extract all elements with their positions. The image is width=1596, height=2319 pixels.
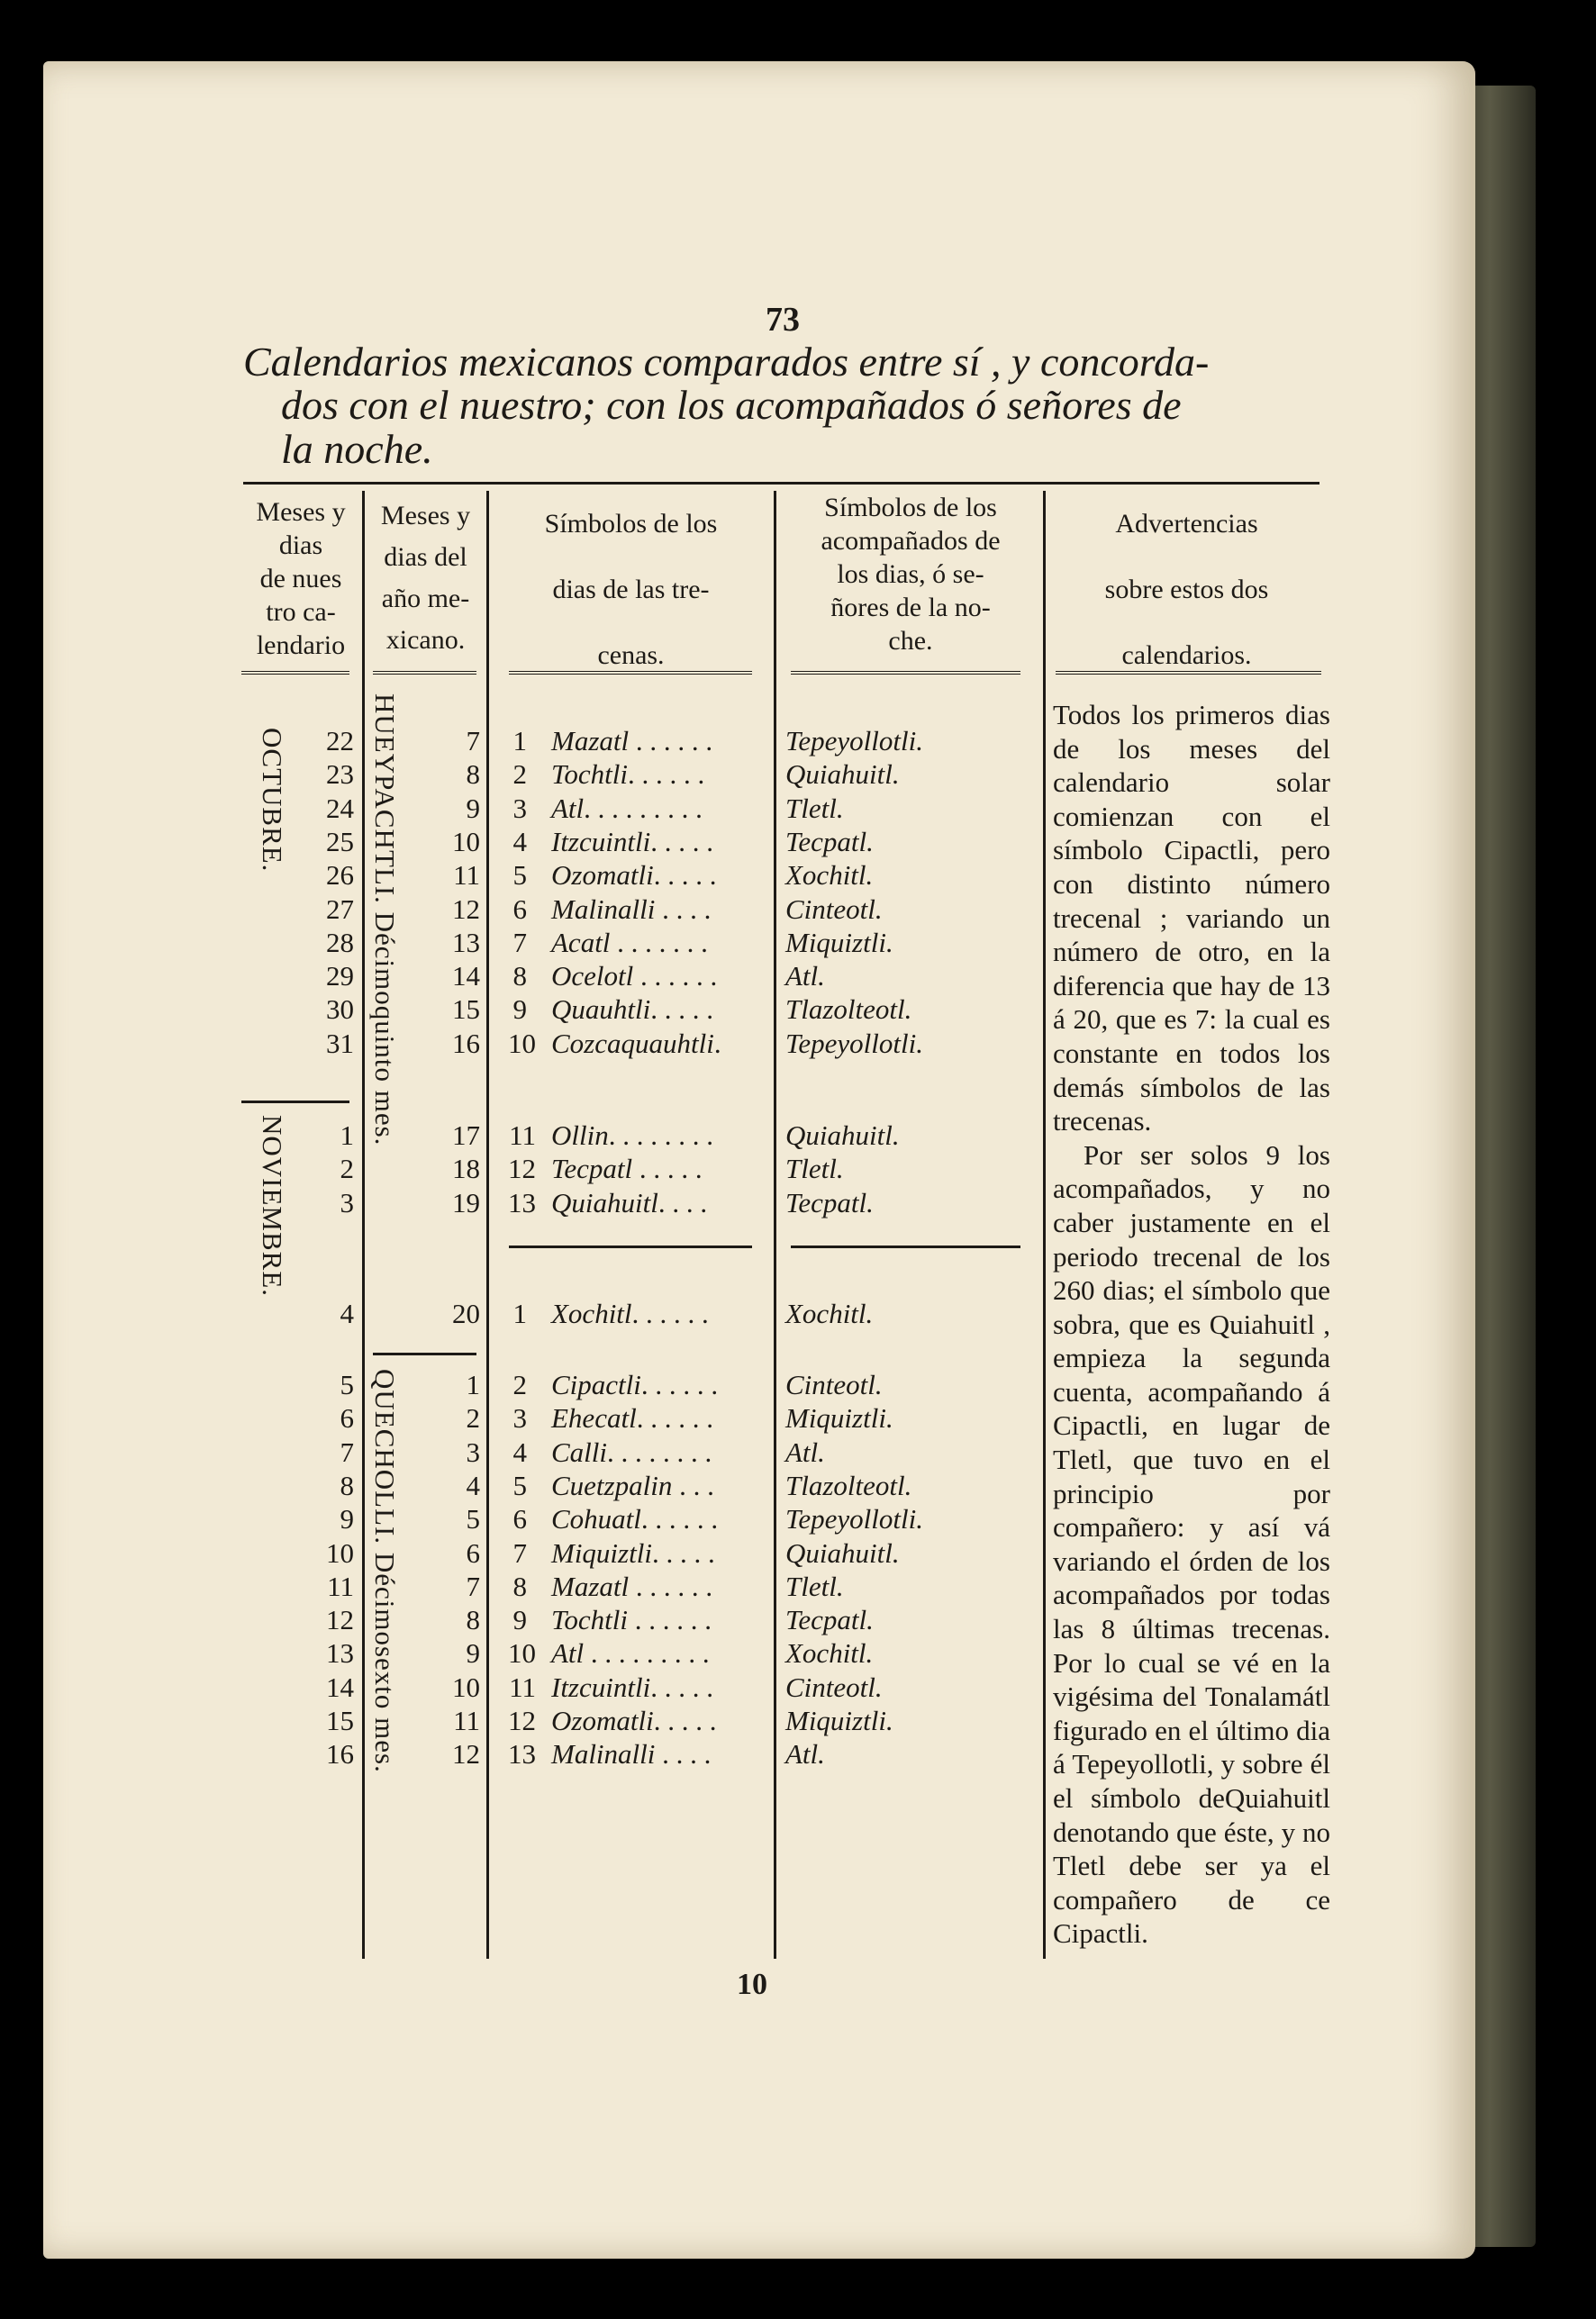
column-rule-4 <box>1043 491 1046 1959</box>
day-symbol-name: Cuetzpalin <box>551 1469 673 1501</box>
day-symbol-name: Tochtli <box>551 1604 628 1636</box>
gregorian-day: 29 <box>326 960 354 992</box>
month-separator-gregorian <box>241 1101 349 1103</box>
trecena-number: 10 <box>508 1027 536 1059</box>
mexican-day: 19 <box>452 1186 480 1218</box>
day-symbol <box>551 1470 714 1502</box>
trecena-number: 5 <box>512 1469 527 1501</box>
gregorian-day: 8 <box>340 1469 354 1501</box>
companion-symbol: Tecpatl. <box>785 1604 874 1636</box>
companion-symbol: Tepeyollotli. <box>785 1027 923 1059</box>
month-name-quecholli: QUECHOLLI. Décimosexto mes. <box>369 1369 401 1773</box>
leader-dots: . . . . . <box>650 825 713 857</box>
leader-dots: . . . . . . . . <box>608 1119 713 1151</box>
leader-dots: . . . . . <box>632 1153 703 1185</box>
gregorian-day: 27 <box>326 892 354 925</box>
companion-symbol: Tlazolteotl. <box>785 993 912 1026</box>
companion-symbol: Quiahuitl. <box>785 758 900 791</box>
mexican-day: 4 <box>466 1469 480 1501</box>
companion-symbol: Xochitl. <box>785 859 874 892</box>
mexican-day: 18 <box>452 1153 480 1185</box>
day-symbol-name: Atl <box>551 792 585 824</box>
trecena-separator-2 <box>791 1246 1020 1248</box>
gregorian-day: 14 <box>326 1671 354 1703</box>
day-symbol <box>551 993 713 1026</box>
mexican-day: 9 <box>466 792 480 824</box>
trecena-number: 3 <box>512 1402 527 1435</box>
leader-dots: . . . . . . <box>640 1369 719 1400</box>
mexican-day: 3 <box>466 1436 480 1468</box>
day-symbol-name: Cipactli <box>551 1369 641 1400</box>
companion-symbol: Tecpatl. <box>785 1186 874 1218</box>
advertencia-paragraph-1: Todos los primeros dias de los meses del calendario solar comienzan con el símbolo Cipactli, pero con distinto número trecenal ; variando un número de otro, en la diferencia que hay de 13 á 20, que es 7: la cual es constante en todos los demás símbolos de las trecenas. <box>1053 699 1330 1137</box>
trecena-number: 6 <box>512 1503 527 1535</box>
trecena-number: 2 <box>512 758 527 791</box>
companion-symbol: Miquiztli. <box>785 926 893 958</box>
companion-symbol: Quiahuitl. <box>785 1119 900 1151</box>
month-name-november: NOVIEMBRE. <box>257 1115 288 1298</box>
mexican-day: 15 <box>452 993 480 1026</box>
mexican-day: 7 <box>466 1570 480 1602</box>
trecena-number: 6 <box>512 892 527 925</box>
header-col-1: Meses y dias de nues tro ca- lendario <box>256 497 346 660</box>
leader-dots: . . . <box>672 1469 714 1501</box>
leader-dots: . . . . . <box>653 1705 717 1736</box>
day-symbol-name: Ehecatl <box>551 1402 637 1435</box>
leader-dots: . . . . . . . . . <box>584 792 703 824</box>
day-symbol <box>551 1187 707 1219</box>
gregorian-day: 10 <box>326 1536 354 1569</box>
gregorian-day: 30 <box>326 993 354 1026</box>
trecena-number: 12 <box>508 1705 536 1736</box>
day-symbol-name: Miquiztli <box>551 1536 652 1569</box>
mexican-day: 8 <box>466 758 480 791</box>
trecena-number: 1 <box>512 725 527 756</box>
companion-symbol: Xochitl. <box>785 1298 874 1329</box>
day-symbol <box>551 1436 712 1469</box>
trecena-number: 5 <box>512 859 527 892</box>
leader-dots: . . . . . . <box>633 960 718 992</box>
gregorian-day: 9 <box>340 1503 354 1535</box>
leader-dots: . . . . . . <box>636 1402 713 1435</box>
mexican-day: 12 <box>452 892 480 925</box>
trecena-number: 10 <box>508 1637 536 1670</box>
trecena-number: 4 <box>512 825 527 857</box>
mexican-day: 13 <box>452 926 480 958</box>
companion-symbol: Tepeyollotli. <box>785 725 923 756</box>
day-symbol <box>551 1705 716 1737</box>
gregorian-day: 22 <box>326 725 354 756</box>
trecena-number: 11 <box>509 1671 536 1703</box>
companion-symbol: Tecpatl. <box>785 825 874 857</box>
header-rule-2 <box>373 671 476 678</box>
trecena-number: 9 <box>512 1604 527 1636</box>
trecena-number: 9 <box>512 993 527 1026</box>
gregorian-day: 31 <box>326 1027 354 1059</box>
companion-symbol: Miquiztli. <box>785 1402 893 1435</box>
mexican-day: 9 <box>466 1637 480 1670</box>
leader-dots: . . . . <box>655 892 712 925</box>
gregorian-day: 23 <box>326 758 354 791</box>
companion-symbol: Atl. <box>785 960 825 992</box>
day-symbol-name: Itzcuintli <box>551 825 651 857</box>
title-line-2: dos con el nuestro; con los acompañados ó señores de <box>281 382 1182 428</box>
gregorian-day: 15 <box>326 1705 354 1736</box>
trecena-number: 8 <box>512 1570 527 1602</box>
header-col-5: Advertencias sobre estos dos calendarios. <box>1104 509 1269 670</box>
companion-symbol: Cinteotl. <box>785 1369 883 1400</box>
leader-dots: . . . . . . <box>628 1604 712 1636</box>
day-symbol <box>551 1503 718 1535</box>
month-name-hueypachtli: HUEYPACHTLI. Décimoquinto mes. <box>369 693 401 1146</box>
trecena-number: 11 <box>509 1119 536 1151</box>
day-symbol <box>551 1298 709 1330</box>
gregorian-day: 3 <box>340 1186 354 1218</box>
leader-dots: . . . . . <box>651 1536 715 1569</box>
trecena-number: 13 <box>508 1186 536 1218</box>
day-symbol <box>551 893 711 926</box>
mexican-day: 12 <box>452 1738 480 1771</box>
mexican-day: 7 <box>466 725 480 756</box>
leader-dots: . . . . . . . <box>610 926 708 958</box>
leader-dots: . . . . <box>657 1186 708 1218</box>
advertencia-paragraph-2: Por ser solos 9 los acompañados, y no caber justamente en el periodo trecenal de los 260 dias; el símbolo que sobra, que es Quiahuitl , empieza la segunda cuenta, acompañando á Cipactli, en lugar de Tletl, que tuvo en el principio por compañero: y así vá variando el órden de los acompañados por todas las 8 últimas trecenas. Por lo cual se vé en la vigésima del Tonalamátl figurado en el último dia á Tepeyollotli, y sobre él el símbolo deQuiahuitl denotando que éste, y no Tletl debe ser ya el compañero de ce Cipactli. <box>1053 1138 1330 1950</box>
day-symbol <box>551 927 708 959</box>
day-symbol <box>551 960 717 992</box>
mexican-day: 6 <box>466 1536 480 1569</box>
trecena-number: 2 <box>512 1369 527 1400</box>
gregorian-day: 13 <box>326 1637 354 1670</box>
gregorian-day: 12 <box>326 1604 354 1636</box>
companion-symbol: Tletl. <box>785 1570 844 1602</box>
companion-symbol: Atl. <box>785 1436 825 1468</box>
gregorian-day: 2 <box>340 1153 354 1185</box>
mexican-day: 8 <box>466 1604 480 1636</box>
day-symbol <box>551 758 704 791</box>
header-col-2: Meses y dias del año me- xicano. <box>380 501 471 655</box>
day-symbol <box>551 1369 718 1401</box>
day-symbol <box>551 1153 703 1185</box>
leader-dots: . . . . . <box>653 859 717 892</box>
day-symbol-name: Ocelotl <box>551 960 634 992</box>
advertencias-text <box>1053 698 1330 1951</box>
gregorian-day: 6 <box>340 1402 354 1435</box>
mexican-day: 10 <box>452 825 480 857</box>
gregorian-day: 24 <box>326 792 354 824</box>
mexican-day: 10 <box>452 1671 480 1703</box>
table-top-rule <box>243 482 1319 485</box>
gregorian-day: 25 <box>326 825 354 857</box>
trecena-separator-1 <box>509 1246 752 1248</box>
companion-symbol: Tletl. <box>785 1153 844 1185</box>
day-symbol-name: Quauhtli <box>551 993 651 1026</box>
mexican-day: 16 <box>452 1027 480 1059</box>
leader-dots: . <box>713 1027 721 1059</box>
column-rule-3 <box>774 491 776 1959</box>
trecena-number: 3 <box>512 792 527 824</box>
day-symbol <box>551 1537 715 1570</box>
trecena-number: 4 <box>512 1436 527 1468</box>
day-symbol-name: Xochitl <box>551 1298 632 1329</box>
day-symbol <box>551 1028 721 1060</box>
day-symbol-name: Mazatl <box>551 1570 630 1602</box>
day-symbol <box>551 1637 710 1670</box>
trecena-number: 8 <box>512 960 527 992</box>
companion-symbol: Tepeyollotli. <box>785 1503 923 1535</box>
day-symbol <box>551 1671 713 1704</box>
day-symbol-name: Mazatl <box>551 725 630 756</box>
leader-dots: . . . . . . <box>640 1503 719 1535</box>
leader-dots: . . . . . . <box>629 1570 713 1602</box>
header-col-4: Símbolos de los acompañados de los dias, ó se- ñores de la no- che. <box>821 493 1001 656</box>
page-number: 73 <box>766 301 800 339</box>
header-rule-1 <box>241 671 349 678</box>
mexican-day: 5 <box>466 1503 480 1535</box>
gregorian-day: 26 <box>326 859 354 892</box>
mexican-day: 2 <box>466 1402 480 1435</box>
day-symbol-name: Calli <box>551 1436 608 1468</box>
day-symbol-name: Ozomatli <box>551 1705 654 1736</box>
companion-symbol: Tletl. <box>785 792 844 824</box>
header-col-3: Símbolos de los dias de las tre- cenas. <box>544 509 718 670</box>
leader-dots: . . . . . <box>650 1671 713 1703</box>
gregorian-day: 16 <box>326 1738 354 1771</box>
day-symbol-name: Atl <box>551 1637 585 1670</box>
day-symbol <box>551 793 703 825</box>
day-symbol-name: Acatl <box>551 926 611 958</box>
leader-dots: . . . . . . . . . <box>584 1637 710 1670</box>
day-symbol <box>551 1119 713 1152</box>
day-symbol <box>551 1402 713 1435</box>
companion-symbol: Cinteotl. <box>785 892 883 925</box>
companion-symbol: Xochitl. <box>785 1637 874 1670</box>
trecena-number: 12 <box>508 1153 536 1185</box>
day-symbol <box>551 1738 711 1771</box>
mexican-day: 11 <box>453 1705 480 1736</box>
day-symbol <box>551 725 712 757</box>
gregorian-day: 1 <box>340 1119 354 1151</box>
companion-symbol: Atl. <box>785 1738 825 1771</box>
leader-dots: . . . . . . . . <box>607 1436 712 1468</box>
title-line-1: Calendarios mexicanos comparados entre sí , y concorda- <box>243 339 1210 385</box>
mexican-day: 14 <box>452 960 480 992</box>
gregorian-day: 28 <box>326 926 354 958</box>
day-symbol-name: Itzcuintli <box>551 1671 651 1703</box>
day-symbol-name: Quiahuitl <box>551 1186 658 1218</box>
day-symbol-name: Tochtli <box>551 758 628 791</box>
day-symbol <box>551 1604 712 1636</box>
mexican-day: 20 <box>452 1298 480 1329</box>
companion-symbol: Cinteotl. <box>785 1671 883 1703</box>
mexican-day: 17 <box>452 1119 480 1151</box>
signature-mark: 10 <box>737 1968 767 2001</box>
leader-dots: . . . . <box>655 1738 712 1771</box>
day-symbol-name: Malinalli <box>551 892 656 925</box>
mexican-day: 1 <box>466 1369 480 1400</box>
header-rule-4 <box>791 671 1020 678</box>
companion-symbol: Miquiztli. <box>785 1705 893 1736</box>
leader-dots: . . . . . <box>650 993 713 1026</box>
companion-symbol: Tlazolteotl. <box>785 1469 912 1501</box>
trecena-number: 1 <box>512 1298 527 1329</box>
gregorian-day: 7 <box>340 1436 354 1468</box>
trecena-number: 7 <box>512 926 527 958</box>
leader-dots: . . . . . . <box>628 758 705 791</box>
day-symbol-name: Cohuatl <box>551 1503 641 1535</box>
leader-dots: . . . . . . <box>631 1298 709 1329</box>
trecena-number: 7 <box>512 1536 527 1569</box>
day-symbol <box>551 1571 712 1603</box>
header-rule-5 <box>1056 671 1321 678</box>
gregorian-day: 4 <box>340 1298 354 1329</box>
gregorian-day: 5 <box>340 1369 354 1400</box>
day-symbol-name: Ollin <box>551 1119 609 1151</box>
header-rule-3 <box>509 671 752 678</box>
leader-dots: . . . . . . <box>629 725 713 756</box>
mexican-day: 11 <box>453 859 480 892</box>
day-symbol-name: Ozomatli <box>551 859 654 892</box>
column-rule-1 <box>362 491 365 1959</box>
day-symbol <box>551 859 716 892</box>
companion-symbol: Quiahuitl. <box>785 1536 900 1569</box>
day-symbol <box>551 826 713 858</box>
day-symbol-name: Cozcaquauhtli <box>551 1027 714 1059</box>
day-symbol-name: Tecpatl <box>551 1153 633 1185</box>
title-line-3: la noche. <box>281 426 433 472</box>
gregorian-day: 11 <box>327 1570 354 1602</box>
day-symbol-name: Malinalli <box>551 1738 656 1771</box>
month-name-october: OCTUBRE. <box>257 728 288 873</box>
month-separator-mexican <box>373 1353 476 1355</box>
trecena-number: 13 <box>508 1738 536 1771</box>
